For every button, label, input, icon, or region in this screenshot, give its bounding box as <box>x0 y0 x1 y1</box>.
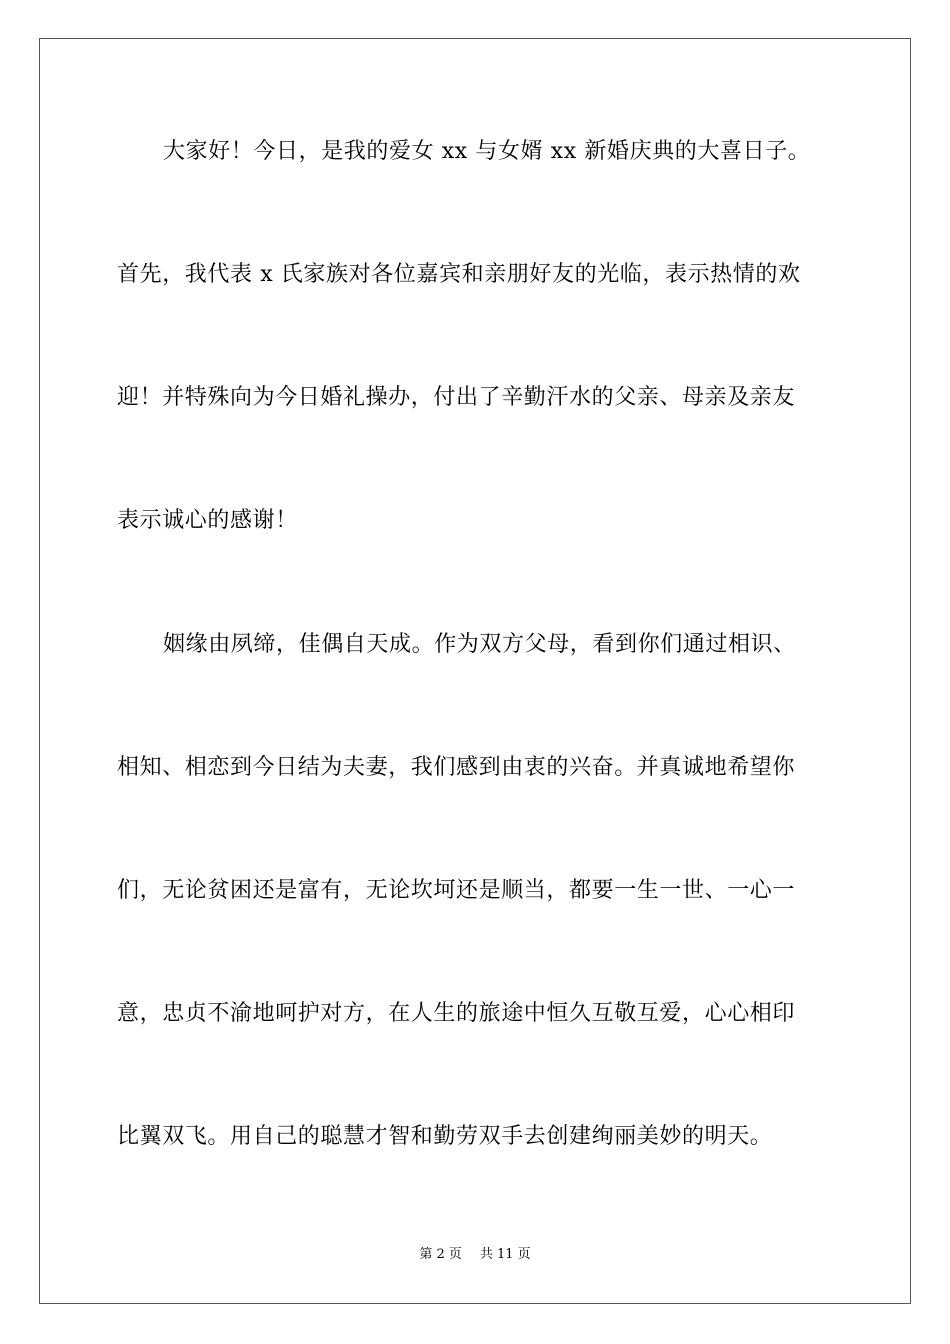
paragraph-2-line-1: 姻缘由夙缔，佳偶自天成。作为双方父母，看到你们通过相识、 <box>163 632 796 657</box>
page-number: 第 2 页 <box>419 1247 462 1262</box>
paragraph-1-line-3: 迎！并特殊向为今日婚礼操办，付出了辛勤汗水的父亲、母亲及亲友 <box>117 385 796 410</box>
paragraph-2-line-4: 意，忠贞不渝地呵护对方，在人生的旅途中恒久互敬互爱，心心相印 <box>117 1001 796 1026</box>
paragraph-2-line-3: 们，无论贫困还是富有，无论坎坷还是顺当，都要一生一世、一心一 <box>117 878 796 903</box>
paragraph-1-line-2: 首先，我代表 x 氏家族对各位嘉宾和亲朋好友的光临，表示热情的欢 <box>117 262 801 287</box>
paragraph-1-line-1: 大家好！今日，是我的爱女 xx 与女婿 xx 新婚庆典的大喜日子。 <box>163 139 811 164</box>
page-footer <box>0 1246 950 1264</box>
page-total: 共 11 页 <box>479 1247 531 1262</box>
paragraph-1-line-4: 表示诚心的感谢！ <box>117 508 298 533</box>
paragraph-2-line-5: 比翼双飞。用自己的聪慧才智和勤劳双手去创建绚丽美妙的明天。 <box>117 1124 773 1149</box>
paragraph-2-line-2: 相知、相恋到今日结为夫妻，我们感到由衷的兴奋。并真诚地希望你 <box>117 755 796 780</box>
